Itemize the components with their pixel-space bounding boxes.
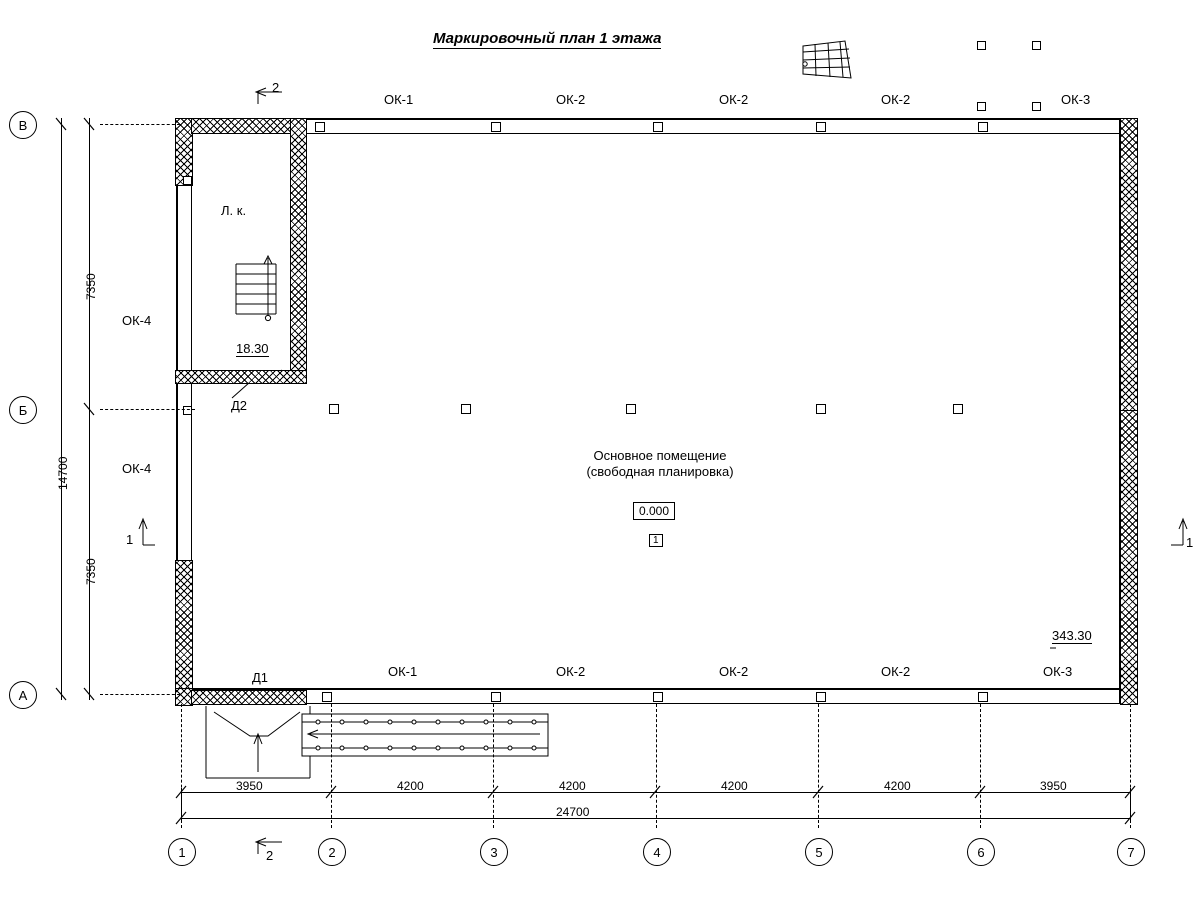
column-marker bbox=[978, 122, 988, 132]
pier-bottom-left bbox=[191, 690, 307, 705]
axis-bubble-2[interactable]: 2 bbox=[318, 838, 346, 866]
stair-room-label: Л. к. bbox=[221, 203, 247, 218]
section-mark-1-right: 1 bbox=[1186, 535, 1194, 550]
axis-line-4 bbox=[656, 704, 657, 828]
column-marker bbox=[461, 404, 471, 414]
dim-vertical-1: 7350 bbox=[84, 273, 98, 300]
pier-left-bottom bbox=[175, 560, 193, 705]
axis-line-3 bbox=[493, 704, 494, 828]
column-marker bbox=[816, 692, 826, 702]
window-label-left-2: ОК-4 bbox=[122, 461, 152, 476]
pier-stair-right bbox=[290, 118, 307, 378]
dim-vertical-total: 14700 bbox=[56, 456, 70, 490]
dim-h-4: 4200 bbox=[721, 779, 748, 793]
door-label-d2: Д2 bbox=[231, 398, 248, 413]
column-marker bbox=[183, 176, 192, 185]
wall-top-inner bbox=[176, 133, 1136, 134]
dim-h-2: 4200 bbox=[397, 779, 424, 793]
column-marker bbox=[329, 404, 339, 414]
column-marker bbox=[977, 41, 986, 50]
window-label-top-3: ОК-2 bbox=[719, 92, 749, 107]
pier-stair-bottom bbox=[175, 370, 307, 384]
window-label-bottom-2: ОК-2 bbox=[556, 664, 586, 679]
node-marker: 1 bbox=[649, 534, 663, 547]
wall-bottom-outer bbox=[176, 688, 1136, 690]
window-label-bottom-5: ОК-3 bbox=[1043, 664, 1073, 679]
section-mark-2-top: 2 bbox=[272, 80, 280, 95]
column-marker bbox=[978, 692, 988, 702]
axis-bubble-7[interactable]: 7 bbox=[1117, 838, 1145, 866]
axis-line-B2 bbox=[100, 409, 195, 410]
dim-h-5: 4200 bbox=[884, 779, 911, 793]
dim-h-3: 4200 bbox=[559, 779, 586, 793]
window-label-bottom-4: ОК-2 bbox=[881, 664, 911, 679]
window-label-top-2: ОК-2 bbox=[556, 92, 586, 107]
axis-bubble-5[interactable]: 5 bbox=[805, 838, 833, 866]
column-marker bbox=[1032, 41, 1041, 50]
level-mark-corner: 343.30 bbox=[1052, 628, 1092, 643]
dim-h-total: 24700 bbox=[556, 805, 590, 819]
axis-bubble-4[interactable]: 4 bbox=[643, 838, 671, 866]
dim-chain-horizontal-inner bbox=[181, 792, 1130, 793]
axis-bubble-1[interactable]: 1 bbox=[168, 838, 196, 866]
dim-ext bbox=[181, 788, 182, 822]
column-marker bbox=[491, 692, 501, 702]
column-marker bbox=[491, 122, 501, 132]
column-marker bbox=[816, 404, 826, 414]
axis-line-2 bbox=[331, 704, 332, 828]
column-marker bbox=[816, 122, 826, 132]
axis-line-6 bbox=[980, 704, 981, 828]
axis-bubble-B[interactable]: В bbox=[9, 111, 37, 139]
room-label-line2: (свободная планировка) bbox=[586, 464, 734, 479]
axis-line-B bbox=[100, 124, 180, 125]
dim-h-6: 3950 bbox=[1040, 779, 1067, 793]
stair-level-mark: 18.30 bbox=[236, 341, 269, 356]
column-marker bbox=[953, 404, 963, 414]
pier-right-top bbox=[1120, 118, 1138, 412]
window-label-top-1: ОК-1 bbox=[384, 92, 414, 107]
door-label-d1: Д1 bbox=[252, 670, 269, 685]
page-title: Маркировочный план 1 этажа bbox=[433, 30, 662, 47]
column-marker bbox=[653, 692, 663, 702]
axis-bubble-6[interactable]: 6 bbox=[967, 838, 995, 866]
dim-chain-vertical-inner bbox=[89, 118, 90, 700]
dim-h-1: 3950 bbox=[236, 779, 263, 793]
axis-bubble-3[interactable]: 3 bbox=[480, 838, 508, 866]
window-label-left-1: ОК-4 bbox=[122, 313, 152, 328]
column-marker bbox=[977, 102, 986, 111]
column-marker bbox=[183, 406, 192, 415]
axis-line-A bbox=[100, 694, 180, 695]
pier-right-bottom bbox=[1120, 410, 1138, 705]
window-label-bottom-3: ОК-2 bbox=[719, 664, 749, 679]
column-marker bbox=[1032, 102, 1041, 111]
dim-ext bbox=[1130, 788, 1131, 822]
room-label-line1: Основное помещение bbox=[593, 448, 727, 463]
dim-chain-horizontal-outer bbox=[181, 818, 1130, 819]
axis-bubble-A[interactable]: А bbox=[9, 681, 37, 709]
dim-chain-vertical-outer bbox=[61, 118, 62, 700]
level-mark-main: 0.000 bbox=[633, 502, 675, 520]
room-label bbox=[565, 448, 755, 480]
window-label-top-5: ОК-3 bbox=[1061, 92, 1091, 107]
section-mark-1-left: 1 bbox=[126, 532, 134, 547]
window-label-top-4: ОК-2 bbox=[881, 92, 911, 107]
axis-line-5 bbox=[818, 704, 819, 828]
column-marker bbox=[315, 122, 325, 132]
column-marker bbox=[322, 692, 332, 702]
section-mark-2-bottom: 2 bbox=[266, 848, 274, 863]
column-marker bbox=[626, 404, 636, 414]
window-label-bottom-1: ОК-1 bbox=[388, 664, 418, 679]
axis-bubble-B2[interactable]: Б bbox=[9, 396, 37, 424]
wall-top-outer bbox=[176, 118, 1136, 120]
dim-vertical-2: 7350 bbox=[84, 558, 98, 585]
column-marker bbox=[653, 122, 663, 132]
